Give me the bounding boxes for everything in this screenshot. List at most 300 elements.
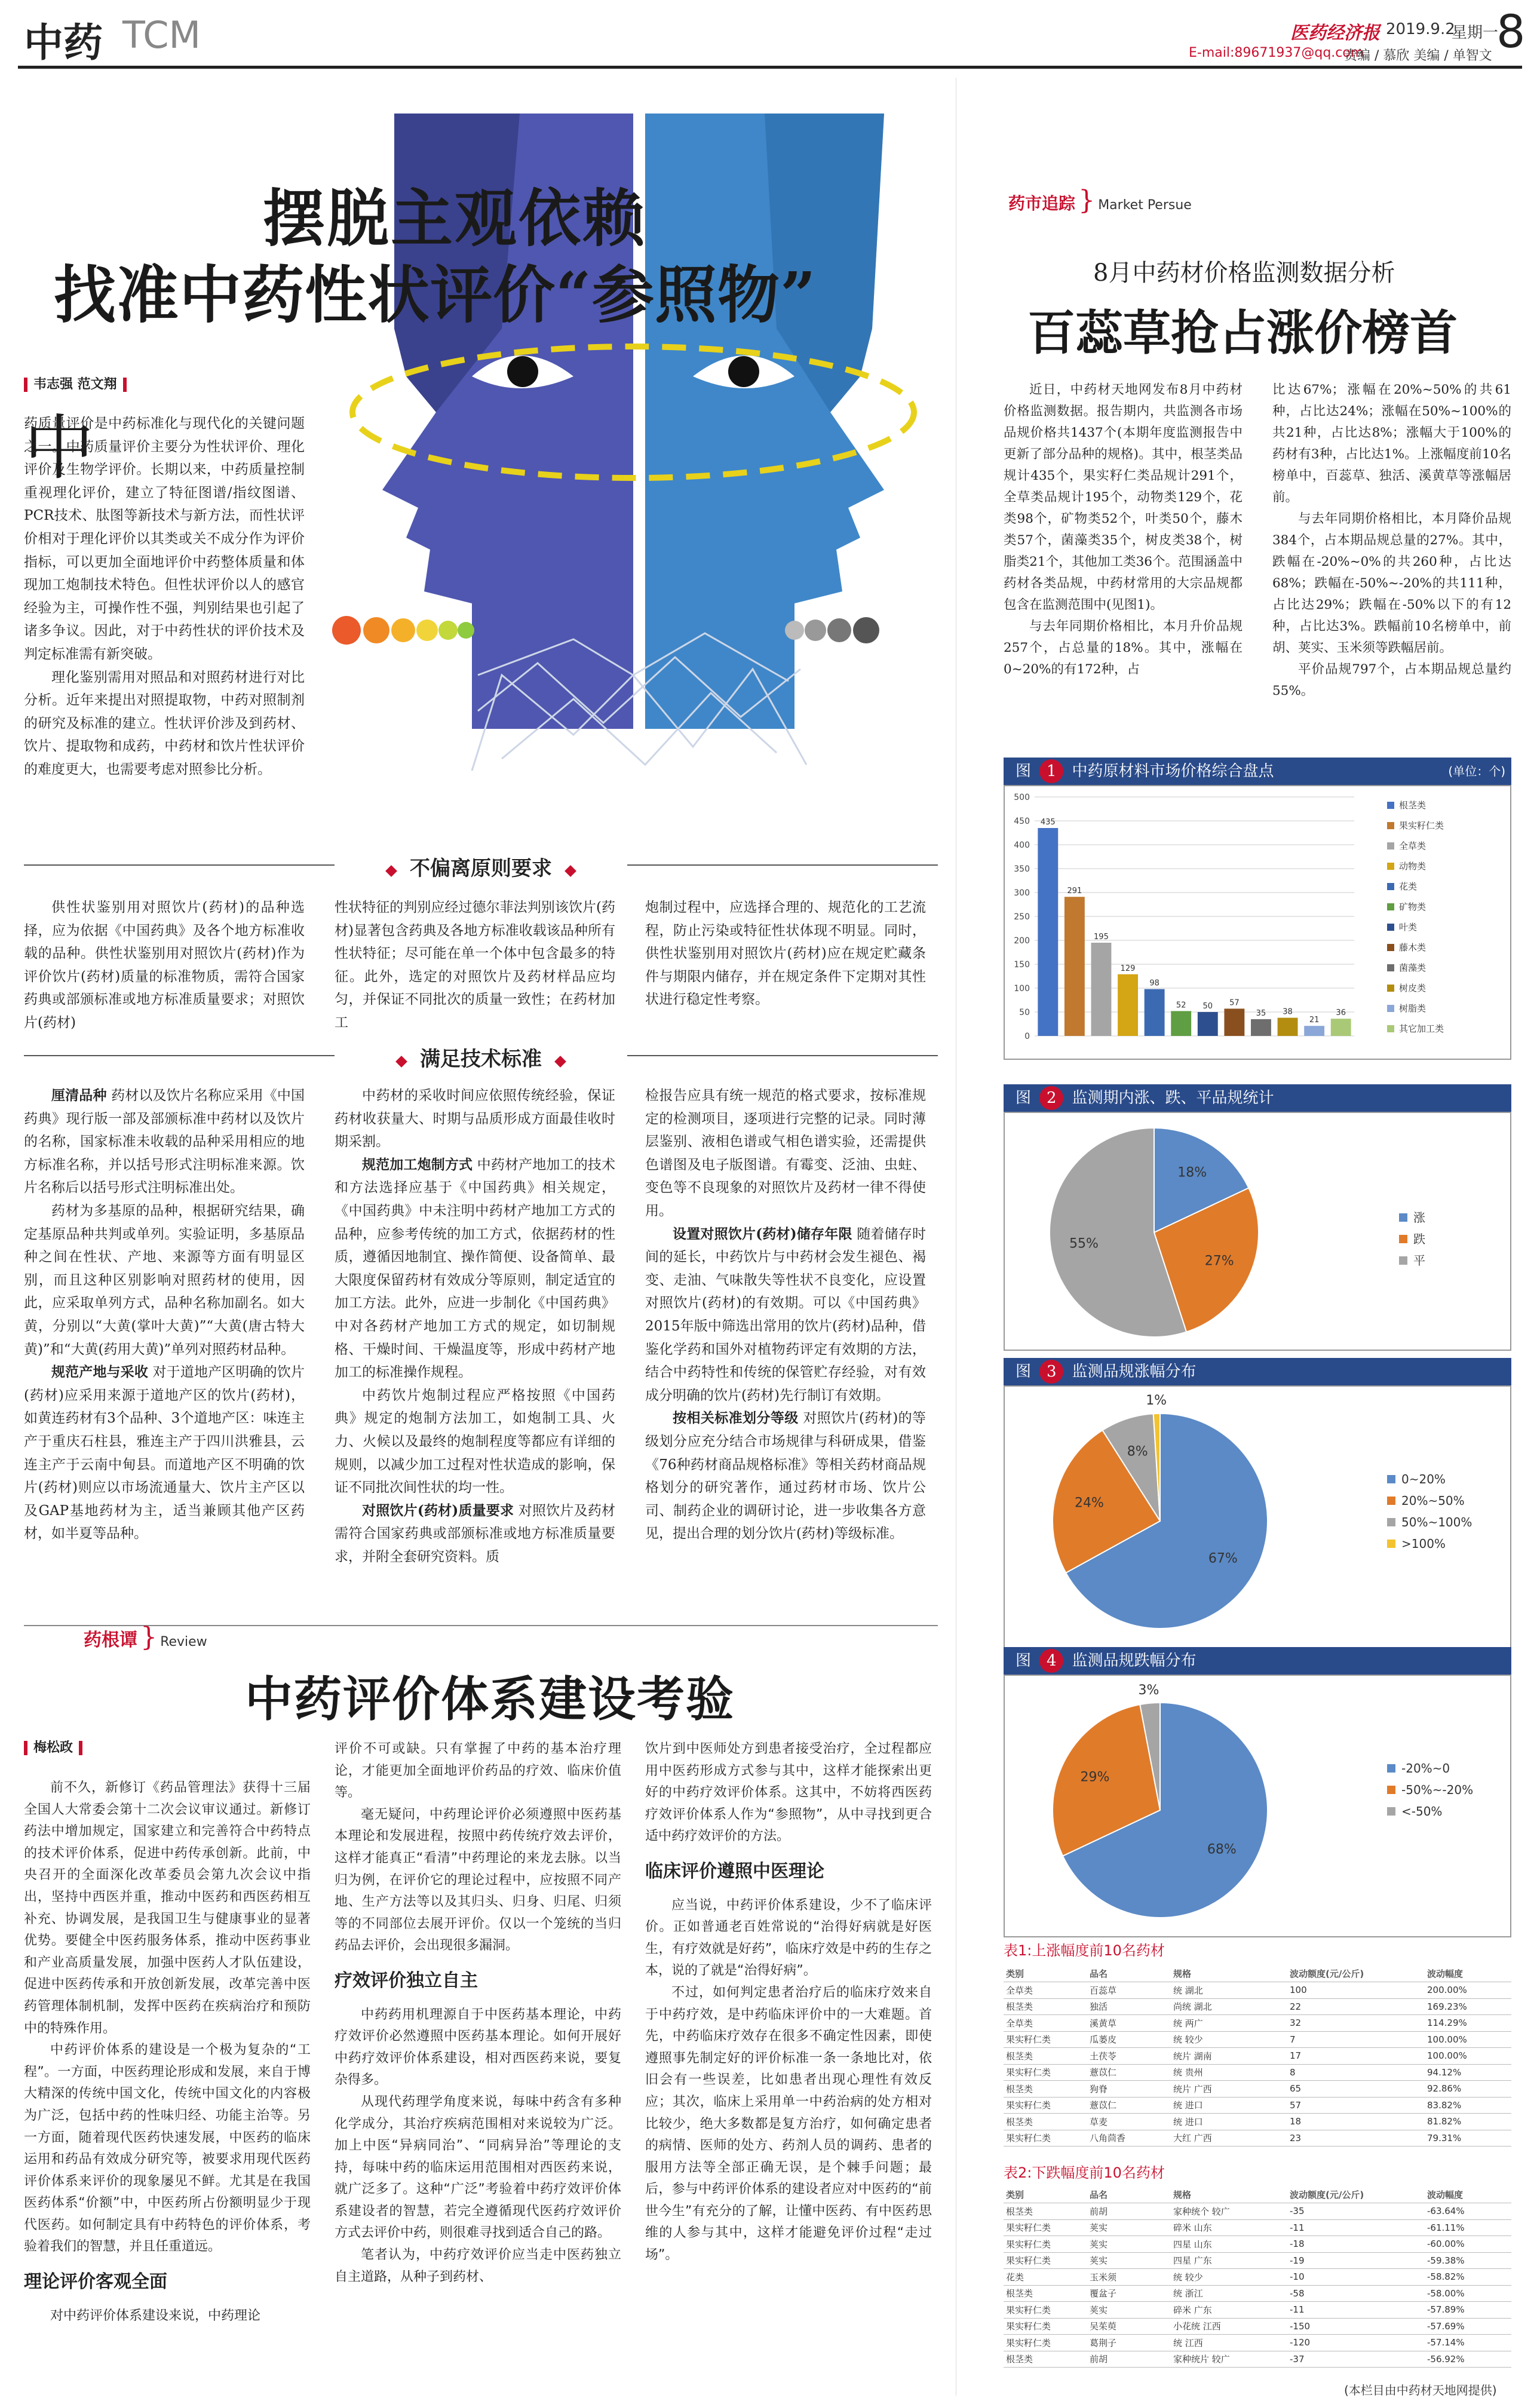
- article2-tag: [84, 1622, 207, 1652]
- right-tag-en: Market Persue: [1098, 198, 1192, 213]
- table-cell: 65: [1287, 2081, 1425, 2098]
- table-cell: 薏苡仁: [1087, 2097, 1171, 2114]
- s2-col3-p3-head: 按相关标准划分等级: [673, 1410, 799, 1427]
- right-title: 百蕊草抢占涨价榜首: [1027, 305, 1458, 361]
- table-cell: 吴茱萸: [1087, 2318, 1171, 2335]
- header-rule: [18, 66, 1522, 69]
- table-header-cell: 类别: [1004, 1965, 1087, 1982]
- table-header-cell: 规格: [1171, 2187, 1287, 2203]
- table-cell: 小花统 江西: [1171, 2318, 1287, 2335]
- heading2-bullet-right: [554, 1056, 566, 1068]
- table-cell: 根茎类: [1004, 2048, 1087, 2065]
- table-cell: 荚实: [1087, 2252, 1171, 2269]
- table-cell: -60.00%: [1425, 2236, 1511, 2253]
- table-header-cell: 波动幅度: [1425, 2187, 1511, 2203]
- fig3-label: 图: [1016, 1363, 1032, 1381]
- table-cell: 统 较少: [1171, 2269, 1287, 2286]
- table-cell: 32: [1287, 2015, 1425, 2032]
- s1-col3: [645, 896, 926, 1039]
- table-row: [1004, 2335, 1511, 2351]
- table-cell: 83.82%: [1425, 2097, 1511, 2114]
- right-col1: [1004, 379, 1243, 732]
- table-row: [1004, 2219, 1511, 2236]
- s2-col2-p4: [335, 1500, 615, 1569]
- article2-tag-brace: }: [140, 1622, 158, 1652]
- a2-col1: [24, 1777, 311, 2399]
- s2-col3-p2-body: 随着储存时间的延长，中药饮片与中药材会发生褪色、褐变、走油、气味散失等性状不良变化，应设置对照饮片(药材)的有效期。可以《中国药典》2015年版中筛选出常用的饮片(药材)品种，借鉴化学药和国外对植物药评定有效期的方法，结合中药特性和传统的保管贮存经验，对有效成分明确的饮片(药材)先行制订有效期。: [645, 1226, 926, 1403]
- table-cell: 果实籽仁类: [1004, 2318, 1087, 2335]
- table-cell: 瓜蒌皮: [1087, 2031, 1171, 2048]
- a2-col1-heading: 理论评价客观全面: [24, 2271, 167, 2293]
- section2-label: 满足技术标准: [420, 1047, 542, 1071]
- table-cell: 大红 广西: [1171, 2130, 1287, 2147]
- fig2-header: [1004, 1084, 1511, 1112]
- legend-label: 矿物类: [1399, 901, 1427, 912]
- s2-col3-p2-head: 设置对照饮片(药材)储存年限: [673, 1225, 852, 1242]
- legend-label: 其它加工类: [1399, 1023, 1444, 1034]
- article1-section1-heading: [24, 852, 938, 881]
- a2-col3-p3: 不过，如何判定患者治疗后的临床疗效来自于中药疗效，是中药临床评价中的一大难题。首先，中药临床疗效存在很多不确定性因素，即使遵照事先制定好的评价标准一条一条地比对，依旧会有一些误差，比如患者出现心理性有效反应；其次，临床上采用单一中药治病的处方相对比较少，绝大多数都是复方治疗，如何确定患者的病情、医师的处方、药剂人员的调药、患者的服用方法等全部正确无误，是个棘手问题；最后，参与中药评价体系的建设者应对中医药的“前世今生”有充分的了解，让懂中医药、有中医药思维的人参与其中，这样才能避免评价过程“走过场”。: [645, 1985, 932, 2263]
- s2-col2-p3: 中药饮片炮制过程应严格按照《中国药典》规定的炮制方法加工，如炮制工具、火力、火候以及最终的炮制程度等都应有详细的规则，以减少加工过程对性状造成的影响，保证不同批次间性状的均一性。: [335, 1387, 615, 1496]
- y-tick-label: 150: [1014, 960, 1030, 970]
- table-cell: -58: [1287, 2285, 1425, 2302]
- s2-col1-p1-head: 厘清品种: [51, 1087, 107, 1103]
- byline-marker-end: [123, 378, 127, 392]
- table-cell: -59.38%: [1425, 2252, 1511, 2269]
- fig2-label: 图: [1016, 1089, 1032, 1107]
- table-header-cell: 波动幅度: [1425, 1965, 1511, 1982]
- s2-col1: [24, 1084, 305, 1622]
- bar-value-label: 195: [1094, 933, 1109, 942]
- table-cell: 家种统片 较广: [1171, 2351, 1287, 2368]
- s2-col2-p4-head: 对照饮片(药材)质量要求: [362, 1502, 514, 1519]
- fig1-header: [1004, 758, 1511, 785]
- legend-label: <-50%: [1401, 1804, 1443, 1819]
- legend-swatch: [1387, 924, 1394, 931]
- bar-value-label: 50: [1202, 1002, 1213, 1011]
- y-tick-label: 300: [1014, 888, 1030, 898]
- table1-title: 表1:上涨幅度前10名药材: [1004, 1942, 1165, 1959]
- bar: [1304, 1026, 1324, 1036]
- a2-col1-p1: 前不久，新修订《药品管理法》获得十三届全国人大常委会第十二次会议审议通过。新修订药法中增加规定，国家建立和完善符合中药特点的技术评价体系，促进中药传承创新。此前，中央召开的全面深化改革委员会第九次会议中指出，坚持中西医并重，推动中医药和西医药相互补充、协调发展，是我国卫生与健康事业的显著优势。要健全中医药服务体系，推动中医药事业和产业高质量发展，加强中医药人才队伍建设，促进中医药传承和开放创新发展，改革完善中医药管理体制机制，发挥中医药在疾病治疗和预防中的特殊作用。: [24, 1780, 311, 2036]
- footer-note: (本栏目由中药材天地网提供): [1344, 2383, 1497, 2397]
- table-cell: 7: [1287, 2031, 1425, 2048]
- bar-value-label: 52: [1176, 1001, 1186, 1010]
- legend-label: 动物类: [1399, 861, 1427, 872]
- table-cell: 92.86%: [1425, 2081, 1511, 2098]
- bar: [1224, 1008, 1244, 1036]
- s2-col3-p1: 检报告应具有统一规范的格式要求，按标准规定的检测项目，逐项进行完整的记录。同时薄层鉴别、液相色谱或气相色谱实验，还需提供色谱图及电子版图谱。有霉变、泛油、虫蛀、变色等不良现象的对照饮片及药材一律不得使用。: [645, 1088, 926, 1219]
- fig4-chart-box: [1004, 1675, 1511, 1937]
- table-cell: 玉米须: [1087, 2269, 1171, 2286]
- section2-rule-right: [627, 1055, 938, 1056]
- legend-swatch: [1387, 1475, 1395, 1483]
- table-cell: 果实籽仁类: [1004, 2031, 1087, 2048]
- table-row: [1004, 2097, 1511, 2114]
- a2-col1-p2: 中药评价体系的建设是一个极为复杂的“工程”。一方面，中医药理论形成和发展，来自于博大精深的传统中国文化，传统中国文化的内容极为广泛，包括中药的性味归经、功能主治等。另一方面，随着现代医药快速发展，中医药的临床运用和药品有效成分研究等，被要求用现代医药评价体系来评价的现象屡见不鲜。尤其是在我国医药体系“价额”中，中医药所占份额明显少于现代医药。如何制定具有中药特色的评价体系，考验着我们的智慧，并且任重道远。: [24, 2043, 311, 2255]
- fig3-chart-box: [1004, 1385, 1511, 1648]
- a2-col2-p3: 中药药用机理源自于中医药基本理论，中药疗效评价必然遵照中医药基本理论。如何开展好中药疗效评价体系建设，相对西医药来说，要复杂得多。: [335, 2007, 621, 2088]
- legend-swatch: [1387, 802, 1394, 809]
- paper-name: 医药经济报: [1290, 23, 1380, 44]
- s2-col3-p3: [645, 1407, 926, 1546]
- table-cell: 果实籽仁类: [1004, 2097, 1087, 2114]
- fig2-pie-chart: [1005, 1113, 1510, 1350]
- bar-value-label: 98: [1149, 979, 1159, 988]
- table-cell: -10: [1287, 2269, 1425, 2286]
- table-cell: 全草类: [1004, 1982, 1087, 1999]
- page-header: [0, 0, 1540, 66]
- table-cell: 统 较少: [1171, 2031, 1287, 2048]
- fig1-num: 1: [1039, 759, 1063, 783]
- table-cell: -18: [1287, 2236, 1425, 2253]
- bar: [1171, 1011, 1191, 1036]
- bar-value-label: 21: [1309, 1016, 1320, 1025]
- table-cell: 尚统 湖北: [1171, 1998, 1287, 2015]
- legend-swatch: [1387, 1764, 1395, 1773]
- bar-value-label: 435: [1040, 818, 1056, 827]
- table-cell: 四星 广东: [1171, 2252, 1287, 2269]
- s2-col1-p1-body: 药材以及饮片名称应采用《中国药典》现行版一部及部颁标准中药材以及饮片的名称，国家标准未收载的品种采用相应的地方标准名称，并以括号形式注明标准来源。饮片名称后以括号形式注明标准出处。: [24, 1088, 305, 1196]
- table-row: [1004, 2081, 1511, 2098]
- article1-title-line2: 找准中药性状评价“参照物”: [54, 258, 817, 332]
- legend-label: 平: [1413, 1253, 1425, 1268]
- s2-col3-p3-body: 对照饮片(药材)的等级划分应充分结合市场规律与科研成果，借鉴《76种药材商品规格标准》等相关药材商品规格划分的研究著作，通过药材市场、饮片公司、制药企业的调研讨论，进一步收集各方意见，提出合理的划分饮片(药材)等级标准。: [645, 1410, 926, 1542]
- table-row: [1004, 1998, 1511, 2015]
- bar: [1064, 897, 1085, 1036]
- table-cell: -150: [1287, 2318, 1425, 2335]
- legend-swatch: [1387, 1807, 1395, 1816]
- dropcap: 中: [24, 407, 95, 489]
- table-cell: -19: [1287, 2252, 1425, 2269]
- table-cell: 八角茴香: [1087, 2130, 1171, 2147]
- right-tag: [1008, 185, 1192, 216]
- table-header-row: [1004, 1965, 1511, 1982]
- table-cell: -57.69%: [1425, 2318, 1511, 2335]
- table-cell: 114.29%: [1425, 2015, 1511, 2032]
- table-cell: 81.82%: [1425, 2114, 1511, 2130]
- table-row: [1004, 2130, 1511, 2147]
- a2-col3-p2: 应当说，中药评价体系建设，少不了临床评价。正如普通老百姓常说的“治得好病就是好医生，有疗效就是好药”，临床疗效是中药的生存之本，说的了就是“治得好病”。: [645, 1897, 932, 1979]
- fig4-pie-chart: [1005, 1676, 1510, 1936]
- pie-value-label: 1%: [1146, 1393, 1167, 1409]
- legend-swatch: [1399, 1235, 1407, 1243]
- fig3-header: [1004, 1358, 1511, 1385]
- table-cell: 统 贵州: [1171, 2064, 1287, 2081]
- table-cell: 根茎类: [1004, 2114, 1087, 2130]
- table-cell: 根茎类: [1004, 2203, 1087, 2220]
- legend-swatch: [1387, 944, 1394, 951]
- bar-value-label: 36: [1336, 1008, 1346, 1018]
- bar: [1145, 989, 1165, 1036]
- article1-title-line1: 摆脱主观依赖: [263, 182, 647, 255]
- legend-swatch: [1387, 1025, 1394, 1032]
- right-tag-brace: }: [1078, 185, 1096, 216]
- table-cell: 根茎类: [1004, 2081, 1087, 2098]
- legend-swatch: [1387, 985, 1394, 992]
- a2-col3-heading: 临床评价遵照中医理论: [645, 1860, 824, 1882]
- table-cell: -37: [1287, 2351, 1425, 2368]
- s2-col1-p3: [24, 1361, 305, 1546]
- table-cell: 200.00%: [1425, 1982, 1511, 1999]
- table1: [1004, 1965, 1511, 2147]
- table-cell: -63.64%: [1425, 2203, 1511, 2220]
- fig2-num: 2: [1039, 1086, 1063, 1110]
- right-subtitle: 8月中药材价格监测数据分析: [1093, 259, 1395, 287]
- bar: [1278, 1018, 1298, 1036]
- legend-label: 50%~100%: [1401, 1515, 1472, 1529]
- page-number: 8: [1496, 5, 1526, 58]
- legend-label: 菌藻类: [1399, 962, 1427, 973]
- contact-email: E-mail:89671937@qq.com: [1189, 45, 1364, 60]
- legend-swatch: [1387, 903, 1394, 910]
- table-cell: 花类: [1004, 2269, 1087, 2286]
- legend-label: 根茎类: [1399, 800, 1427, 811]
- s2-col2-p2-head: 规范加工炮制方式: [362, 1156, 473, 1173]
- article1-byline: [24, 374, 127, 392]
- a2-col2-p4: 从现代药理学角度来说，每味中药含有多种化学成分，其治疗疾病范围相对来说较为广泛。加上中医“异病同治”、“同病异治”等理论的支持，每味中药的临床运用范围相对西医药来说，就广泛多了。这种“广泛”考验着中药疗效评价体系建设者的智慧，若完全遵循现代医药疗效评价方式去评价中药，则很难寻找到适合自己的路。: [335, 2094, 621, 2241]
- bar: [1091, 943, 1112, 1036]
- table-cell: 统 浙江: [1171, 2285, 1287, 2302]
- table-cell: -61.11%: [1425, 2219, 1511, 2236]
- table-cell: 果实籽仁类: [1004, 2335, 1087, 2351]
- table-cell: 统 进口: [1171, 2114, 1287, 2130]
- table-cell: 葛荆子: [1087, 2335, 1171, 2351]
- table-cell: 百蕊草: [1087, 1982, 1171, 1999]
- table-cell: 荚实: [1087, 2219, 1171, 2236]
- table-cell: 前胡: [1087, 2203, 1171, 2220]
- table-cell: -57.14%: [1425, 2335, 1511, 2351]
- bar: [1331, 1019, 1351, 1036]
- fig3-title: 监测品规涨幅分布: [1072, 1363, 1197, 1381]
- bar: [1038, 828, 1058, 1036]
- a2-col2: [335, 1738, 621, 2399]
- table-cell: 23: [1287, 2130, 1425, 2147]
- table-row: [1004, 2048, 1511, 2065]
- bar: [1198, 1012, 1218, 1036]
- heading-bullet-left: [385, 865, 397, 877]
- a2-col3: [645, 1738, 932, 2399]
- issue-weekday: 星期一: [1452, 24, 1499, 42]
- fig1-label: 图: [1016, 762, 1032, 780]
- table-cell: -120: [1287, 2335, 1425, 2351]
- pie-value-label: 24%: [1074, 1495, 1104, 1511]
- table-cell: -56.92%: [1425, 2351, 1511, 2368]
- fig2-chart-box: [1004, 1112, 1511, 1351]
- a2-col2-p5: 笔者认为，中药疗效评价应当走中医药独立自主道路，从种子到药材、: [335, 2247, 621, 2285]
- table-cell: 溪黄草: [1087, 2015, 1171, 2032]
- a2-col2-p1: 评价不可或缺。只有掌握了中药的基本治疗理论，才能更加全面地评价药品的疗效、临床价值等。: [335, 1741, 621, 1801]
- table-cell: -11: [1287, 2302, 1425, 2319]
- table-row: [1004, 2015, 1511, 2032]
- table-cell: 家种统个 较广: [1171, 2203, 1287, 2220]
- table-row: [1004, 2252, 1511, 2269]
- intro-p1: 药质量评价是中药标准化与现代化的关键问题之一。中药质量评价主要分为性状评价、理化评价及生物学评价。长期以来，中药质量控制重视理化评价，建立了特征图谱/指纹图谱、PCR技术、肽图等新技术与新方法，而性状评价相对于理化评价以其类或关不成分作为评价指标，可以更加全面地评价中药整体质量和体现加工炮制技术特色。但性状评价以人的感官经验为主，可操作性不强，判别结果也引起了诸多争议。因此，对于中药性状的评价技术及判定标准需有新突破。: [24, 416, 305, 662]
- author-names: 韦志强 范文翔: [33, 377, 117, 392]
- fig2-title: 监测期内涨、跌、平品规统计: [1072, 1089, 1274, 1107]
- s2-col2-p2: [335, 1154, 615, 1384]
- legend-label: -20%~0: [1401, 1761, 1450, 1776]
- issue-date: 2019.9.2: [1386, 20, 1455, 38]
- article2-tag-cn: 药根谭: [84, 1630, 137, 1651]
- table-cell: 94.12%: [1425, 2064, 1511, 2081]
- s1-col1-text: 供性状鉴别用对照饮片(药材)的品种选择，应为依据《中国药典》及各个地方标准收载的品种。供性状鉴别用对照饮片(药材)作为评价饮片(药材)质量的标准物质，需符合国家药典或部颁标准或地方标准质量要求；对照饮片(药材): [24, 900, 305, 1031]
- legend-label: -50%~-20%: [1401, 1783, 1474, 1797]
- fig4-header: [1004, 1647, 1511, 1675]
- fig3-pie-chart: [1005, 1387, 1510, 1647]
- y-tick-label: 50: [1019, 1008, 1030, 1017]
- article1-intro: [24, 407, 305, 830]
- bar: [1251, 1019, 1271, 1036]
- byline-marker: [24, 378, 27, 392]
- table-cell: 统片 湖南: [1171, 2048, 1287, 2065]
- s2-col3-p2: [645, 1223, 926, 1408]
- table-cell: 果实籽仁类: [1004, 2252, 1087, 2269]
- section2-rule: [24, 1055, 335, 1056]
- table-header-row: [1004, 2187, 1511, 2203]
- legend-swatch: [1387, 883, 1394, 890]
- pie-value-label: 8%: [1127, 1444, 1148, 1459]
- pie-value-label: 29%: [1080, 1770, 1110, 1785]
- y-tick-label: 250: [1014, 912, 1030, 922]
- legend-label: 树脂类: [1399, 1003, 1427, 1014]
- table-cell: 根茎类: [1004, 2285, 1087, 2302]
- table-cell: 统 湖北: [1171, 1982, 1287, 1999]
- table-cell: -58.00%: [1425, 2285, 1511, 2302]
- table-header-cell: 品名: [1087, 1965, 1171, 1982]
- s1-col2-text: 性状特征的判别应经过德尔菲法判别该饮片(药材)显著包含药典及各地方标准收载该品种所有性状特征；尽可能在单一个体中包含最多的特征。此外，选定的对照饮片及药材样品应均匀，并保证不同批次的质量一致性；在药材加工: [335, 900, 615, 1031]
- table-cell: -58.82%: [1425, 2269, 1511, 2286]
- legend-swatch: [1399, 1256, 1407, 1265]
- legend-label: 0~20%: [1401, 1472, 1446, 1486]
- table-cell: 碎米 山东: [1171, 2219, 1287, 2236]
- s2-col2-p1: 中药材的采收时间应依照传统经验，保证药材收获量大、时期与品质形成方面最佳收时期采割。: [335, 1088, 615, 1150]
- table-cell: 四星 山东: [1171, 2236, 1287, 2253]
- article1-section2-heading: [24, 1042, 938, 1072]
- y-tick-label: 350: [1014, 864, 1030, 874]
- article2-title: 中药评价体系建设考验: [245, 1671, 735, 1727]
- fig4-title: 监测品规跌幅分布: [1072, 1652, 1197, 1670]
- table-row: [1004, 2318, 1511, 2335]
- fig4-label: 图: [1016, 1652, 1032, 1670]
- table-row: [1004, 2031, 1511, 2048]
- table-cell: 100.00%: [1425, 2031, 1511, 2048]
- table-header-cell: 类别: [1004, 2187, 1087, 2203]
- table-cell: 独活: [1087, 1998, 1171, 2015]
- table-cell: 果实籽仁类: [1004, 2219, 1087, 2236]
- right-col2: [1272, 379, 1511, 732]
- right-col2-p2: 与去年同期价格相比，本月降价品规384个，占本期品规总量的27%。其中，跌幅在-20%~0%的共260种，占比达68%；跌幅在-50%~-20%的共111种，占比达29%；跌幅在-50%以下的有12种，占比达3%。跌幅前10名榜单中，前胡、荚实、玉米须等跌幅居前。: [1272, 511, 1511, 655]
- fig1-bar-chart: [1005, 786, 1510, 1059]
- table2-title: 表2:下跌幅度前10名药材: [1004, 2164, 1165, 2181]
- table-header-cell: 波动额度(元/公斤): [1287, 2187, 1425, 2203]
- legend-swatch: [1387, 863, 1394, 870]
- table-cell: 果实籽仁类: [1004, 2302, 1087, 2319]
- table-cell: 169.23%: [1425, 1998, 1511, 2015]
- table-cell: 统 江西: [1171, 2335, 1287, 2351]
- table2: [1004, 2187, 1511, 2368]
- y-tick-label: 400: [1014, 841, 1030, 850]
- y-tick-label: 450: [1014, 817, 1030, 826]
- a2-col3-p1: 饮片到中医师处方到患者接受治疗，全过程都应用中医药形成方式参与其中，这样才能探索出更好的中药疗效评价体系。这其中，不妨将西医药疗效评价体系人作为“参照物”，从中寻找到更合适中药疗效评价的方法。: [645, 1741, 932, 1844]
- fig4-num: 4: [1039, 1649, 1063, 1673]
- legend-swatch: [1387, 1005, 1394, 1012]
- section1-rule-right: [627, 864, 938, 866]
- s2-col2: [335, 1084, 615, 1622]
- a2-col2-heading: 疗效评价独立自主: [335, 1970, 478, 1991]
- byline2-marker-end: [79, 1741, 82, 1755]
- s2-col1-p3-head: 规范产地与采收: [51, 1364, 149, 1381]
- fig1-unit: (单位：个): [1448, 764, 1505, 778]
- table-cell: 8: [1287, 2064, 1425, 2081]
- legend-label: 藤木类: [1399, 942, 1427, 953]
- table-cell: 全草类: [1004, 2015, 1087, 2032]
- a2-col1-p3: 对中药评价体系建设来说，中药理论: [50, 2308, 261, 2323]
- table-cell: 统 进口: [1171, 2097, 1287, 2114]
- section-name-cn: 中药: [24, 20, 103, 66]
- s1-col1: [24, 896, 305, 1039]
- table-cell: 狗脊: [1087, 2081, 1171, 2098]
- s2-col1-p2: 药材为多基原的品种，根据研究结果，确定基原品种共判或单列。实验证明，多基原品种之间在性状、产地、来源等方面有明显区别，而且这种区别影响对照药材的使用，因此，应采取单列方式，品种名称加副名。如大黄，分别以“大黄(掌叶大黄)”“大黄(唐古特大黄)”和“大黄(药用大黄)”单列对照药材品种。: [24, 1203, 305, 1357]
- section1-rule: [24, 864, 335, 866]
- legend-label: 跌: [1413, 1232, 1425, 1246]
- table-cell: 18: [1287, 2114, 1425, 2130]
- table-cell: 79.31%: [1425, 2130, 1511, 2147]
- s1-col3-text: 炮制过程中，应选择合理的、规范化的工艺流程，防止污染或特征性状体现不明显。同时，供性状鉴别用对照饮片(药材)应在规定贮藏条件与期限内储存，并在规定条件下定期对其性状进行稳定性考察。: [645, 900, 926, 1008]
- legend-label: 20%~50%: [1401, 1494, 1465, 1508]
- table-cell: 前胡: [1087, 2351, 1171, 2368]
- table-row: [1004, 2203, 1511, 2220]
- s2-col2-p4-body: 对照饮片及药材需符合国家药典或部颁标准或地方标准质量要求，并附全套研究资料。质: [335, 1502, 615, 1565]
- legend-label: 涨: [1413, 1210, 1425, 1225]
- fig1-title: 中药原材料市场价格综合盘点: [1072, 762, 1274, 780]
- legend-swatch: [1387, 1497, 1395, 1505]
- y-tick-label: 100: [1014, 984, 1030, 993]
- table-cell: 22: [1287, 1998, 1425, 2015]
- table-cell: -11: [1287, 2219, 1425, 2236]
- intro-p2: 理化鉴别需用对照品和对照药材进行对比分析。近年来提出对照提取物，中药对照制剂的研究及标准的建立。性状评价涉及到药材、饮片、提取物和成药，中药材和饮片性状评价的难度更大，也需要考虑对照参比分析。: [24, 669, 305, 777]
- table-cell: 薏苡仁: [1087, 2064, 1171, 2081]
- pie-value-label: 3%: [1138, 1682, 1159, 1698]
- pie-value-label: 68%: [1207, 1842, 1237, 1857]
- legend-swatch: [1387, 1786, 1395, 1794]
- table-cell: 果实籽仁类: [1004, 2130, 1087, 2147]
- bar-value-label: 291: [1067, 887, 1082, 896]
- table-header-cell: 品名: [1087, 2187, 1171, 2203]
- table-cell: 100.00%: [1425, 2048, 1511, 2065]
- s2-col2-p2-body: 中药材产地加工的技术和方法选择应基于《中国药典》相关规定，《中国药典》中未注明中药材产地加工方式的品种，应参考传统的加工方式，依据药材的性质，遵循因地制宜、操作简便、设备简单、最大限度保留药材有效成分等原则，制定适宜的加工方法。此外，应进一步制化《中国药典》中对各药材产地加工方式的规定，如切制规格、干燥时间、干燥温度等，形成中药材产地加工的标准操作规程。: [335, 1157, 615, 1381]
- s2-col3: [645, 1084, 926, 1622]
- bar-value-label: 38: [1283, 1007, 1293, 1017]
- byline2-marker: [24, 1741, 27, 1755]
- legend-swatch: [1387, 964, 1394, 971]
- legend-swatch: [1387, 822, 1394, 829]
- table-row: [1004, 2351, 1511, 2368]
- article2-byline: [24, 1737, 82, 1756]
- table-header-cell: 波动额度(元/公斤): [1287, 1965, 1425, 1982]
- legend-label: 树皮类: [1399, 983, 1427, 993]
- pie-value-label: 27%: [1204, 1253, 1234, 1269]
- pie-value-label: 55%: [1069, 1236, 1099, 1252]
- table-cell: 100: [1287, 1982, 1425, 1999]
- legend-label: >100%: [1401, 1537, 1446, 1551]
- fig1-chart-box: [1004, 785, 1511, 1060]
- legend-label: 果实籽仁类: [1399, 820, 1444, 831]
- table-cell: 果实籽仁类: [1004, 2064, 1087, 2081]
- pie-value-label: 67%: [1208, 1551, 1238, 1566]
- table-row: [1004, 2302, 1511, 2319]
- table-header-cell: 规格: [1171, 1965, 1287, 1982]
